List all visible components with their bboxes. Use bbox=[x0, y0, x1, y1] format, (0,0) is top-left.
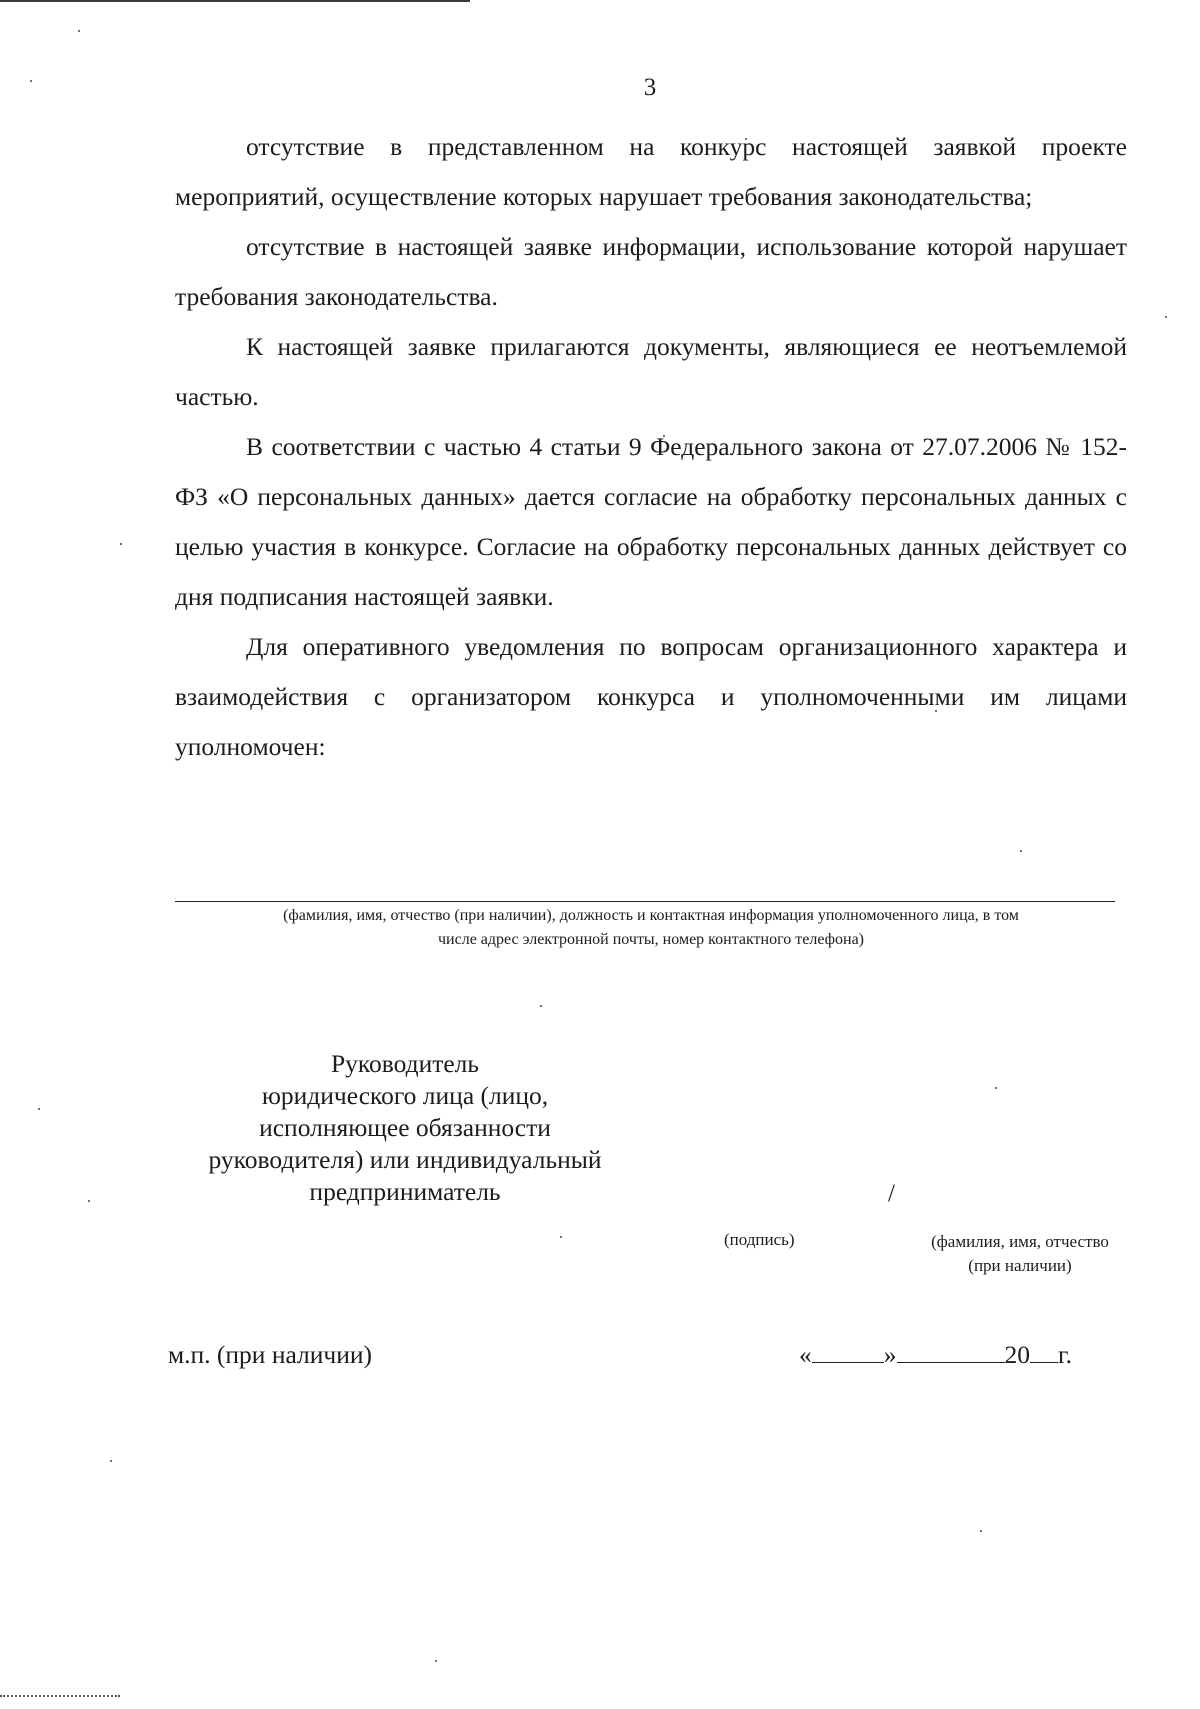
date-year-prefix: 20 bbox=[1004, 1340, 1030, 1369]
contact-person-caption bbox=[175, 904, 1127, 952]
full-name-caption-line-2: (при наличии) bbox=[968, 1256, 1072, 1275]
full-name-caption-line-1: (фамилия, имя, отчество bbox=[931, 1232, 1109, 1251]
scan-speck bbox=[540, 1005, 542, 1007]
scan-speck bbox=[435, 1660, 437, 1662]
date-close-quote: » bbox=[883, 1340, 897, 1369]
signatory-line-4: руководителя) или индивидуальный bbox=[208, 1145, 602, 1174]
date-open-quote: « bbox=[799, 1340, 812, 1369]
scan-speck bbox=[560, 1236, 562, 1238]
signature-caption: (подпись) bbox=[724, 1230, 795, 1249]
signatory-line-2: юридического лица (лицо, bbox=[261, 1081, 549, 1110]
scan-speck bbox=[120, 543, 122, 545]
contact-caption-line-1: (фамилия, имя, отчество (при наличии), должность и контактная информация уполномоченного лица, в том bbox=[283, 907, 1019, 924]
signatory-line-5: предприниматель bbox=[309, 1177, 501, 1206]
scan-speck bbox=[995, 1087, 997, 1089]
signature-separator: / bbox=[888, 1180, 895, 1207]
date-year-blank[interactable] bbox=[1030, 1340, 1058, 1363]
scan-speck bbox=[38, 1108, 40, 1110]
date-field bbox=[799, 1340, 1072, 1370]
date-year-suffix: г. bbox=[1058, 1340, 1072, 1369]
scan-edge-bottom bbox=[0, 1695, 120, 1697]
contact-caption-line-2: числе адрес электронной почты, номер контактного телефона) bbox=[438, 931, 864, 948]
scan-edge-top bbox=[0, 0, 470, 2]
scan-speck bbox=[1020, 850, 1022, 852]
paragraph-no-violating-information: отсутствие в настоящей заявке информации, использование которой нарушает требования законодательства. bbox=[175, 232, 1127, 311]
paragraph-no-violating-activities: отсутствие в представленном на конкурс настоящей заявкой проекте мероприятий, осуществление которых нарушает требования законодательства; bbox=[175, 132, 1127, 211]
signatory-title bbox=[175, 1048, 635, 1208]
scan-speck bbox=[1165, 316, 1167, 318]
full-name-caption bbox=[900, 1230, 1140, 1278]
paragraph-attached-documents: К настоящей заявке прилагаются документы, являющиеся ее неотъемлемой частью. bbox=[175, 332, 1127, 411]
stamp-place-label: м.п. (при наличии) bbox=[168, 1340, 372, 1369]
body-text bbox=[175, 122, 1127, 772]
date-day-blank[interactable] bbox=[812, 1340, 884, 1363]
signatory-line-1: Руководитель bbox=[330, 1049, 480, 1078]
scan-speck bbox=[110, 1460, 112, 1462]
signatory-line-3: исполняющее обязанности bbox=[259, 1113, 551, 1142]
scan-speck bbox=[980, 1530, 982, 1532]
contact-person-field[interactable] bbox=[175, 901, 1115, 902]
scan-speck bbox=[78, 30, 80, 32]
paragraph-authorized-contact: Для оперативного уведомления по вопросам организационного характера и взаимодействия с организатором конкурса и уполномоченными им лицами уполномочен: bbox=[175, 632, 1127, 761]
date-month-blank[interactable] bbox=[897, 1340, 1005, 1363]
paragraph-personal-data-consent: В соответствии с частью 4 статьи 9 Федерального закона от 27.07.2006 № 152-ФЗ «О персональных данных» дается согласие на обработку персональных данных с целью участия в конкурсе. Согласие на обработку персональных данных действует со дня подписания настоящей заявки. bbox=[175, 432, 1127, 611]
page-number: 3 bbox=[643, 74, 657, 101]
scan-speck bbox=[88, 1200, 90, 1202]
